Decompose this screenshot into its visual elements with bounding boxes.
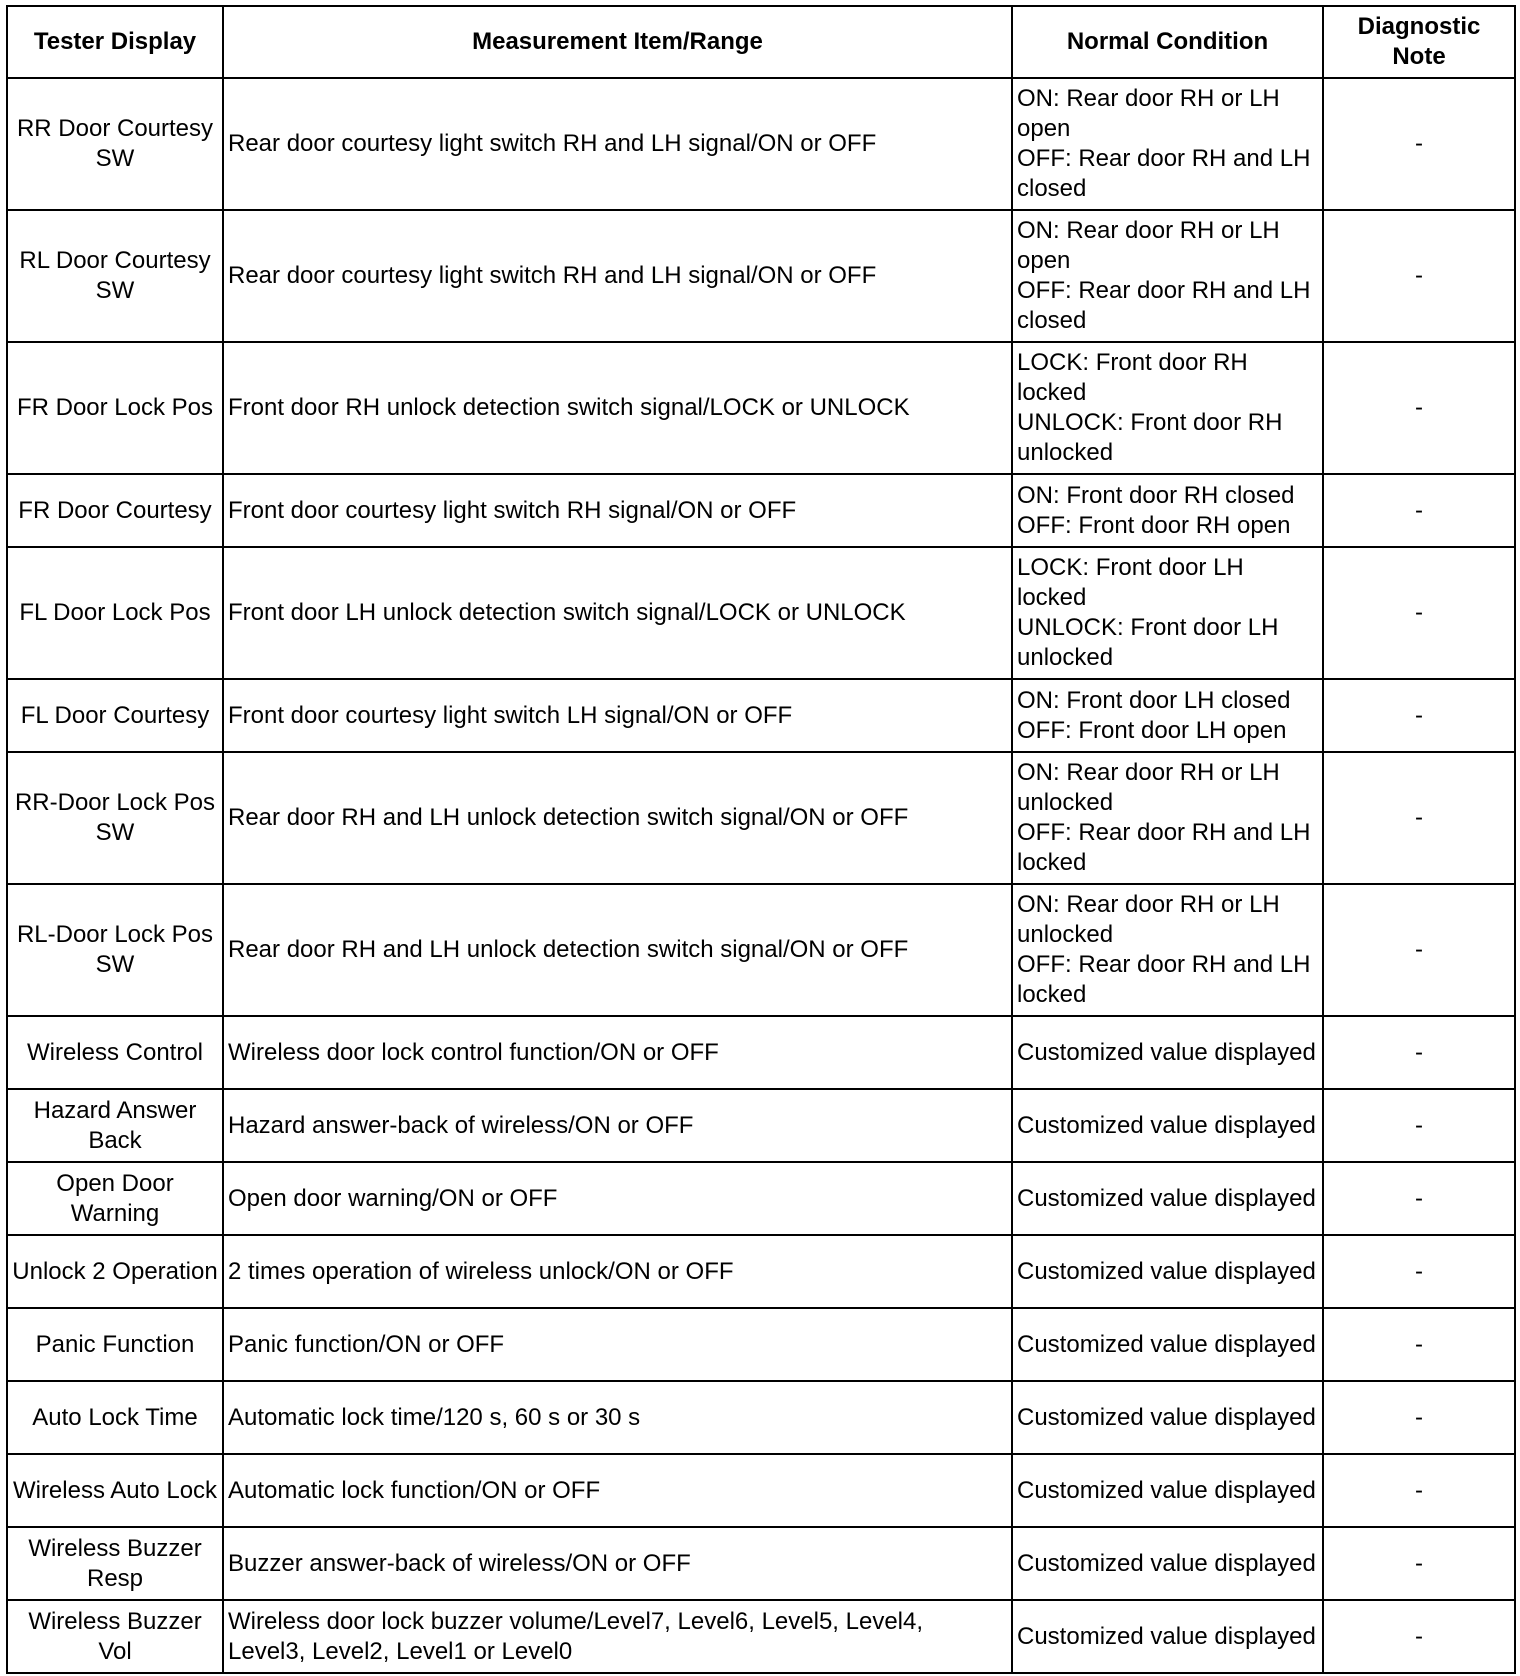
- tester-display-cell: Wireless Control: [7, 1016, 223, 1089]
- tester-display-cell: Panic Function: [7, 1308, 223, 1381]
- diagnostic-note-cell: -: [1323, 547, 1515, 679]
- diagnostic-note-cell: -: [1323, 1527, 1515, 1600]
- normal-condition-cell: ON: Rear door RH or LH open OFF: Rear door RH and LH closed: [1012, 210, 1323, 342]
- measurement-cell: Rear door courtesy light switch RH and LH signal/ON or OFF: [223, 210, 1012, 342]
- diagnostic-note-cell: -: [1323, 1016, 1515, 1089]
- normal-condition-cell: Customized value displayed: [1012, 1600, 1323, 1673]
- tester-display-cell: Open Door Warning: [7, 1162, 223, 1235]
- normal-condition-cell: Customized value displayed: [1012, 1089, 1323, 1162]
- tester-display-cell: FL Door Lock Pos: [7, 547, 223, 679]
- diagnostic-note-cell: -: [1323, 679, 1515, 752]
- tester-display-cell: Hazard Answer Back: [7, 1089, 223, 1162]
- tester-display-cell: FL Door Courtesy: [7, 679, 223, 752]
- header-diagnostic-note: Diagnostic Note: [1323, 6, 1515, 78]
- data-list-table: [6, 5, 1516, 1674]
- table-row: [7, 884, 1515, 1016]
- diagnostic-note-cell: -: [1323, 1600, 1515, 1673]
- normal-condition-cell: ON: Rear door RH or LH unlocked OFF: Rear door RH and LH locked: [1012, 884, 1323, 1016]
- header-normal-condition: Normal Condition: [1012, 6, 1323, 78]
- table-row: [7, 1454, 1515, 1527]
- normal-condition-cell: Customized value displayed: [1012, 1308, 1323, 1381]
- table-row: [7, 210, 1515, 342]
- diagnostic-note-cell: -: [1323, 474, 1515, 547]
- table-row: [7, 1089, 1515, 1162]
- tester-display-cell: RR-Door Lock Pos SW: [7, 752, 223, 884]
- measurement-cell: Rear door RH and LH unlock detection switch signal/ON or OFF: [223, 884, 1012, 1016]
- header-measurement: Measurement Item/Range: [223, 6, 1012, 78]
- tester-display-cell: RL-Door Lock Pos SW: [7, 884, 223, 1016]
- table-row: [7, 1235, 1515, 1308]
- measurement-cell: Wireless door lock buzzer volume/Level7, Level6, Level5, Level4, Level3, Level2, Level1 or Level0: [223, 1600, 1012, 1673]
- diagnostic-note-cell: -: [1323, 210, 1515, 342]
- normal-condition-cell: Customized value displayed: [1012, 1235, 1323, 1308]
- measurement-cell: Wireless door lock control function/ON or OFF: [223, 1016, 1012, 1089]
- tester-display-cell: Wireless Buzzer Vol: [7, 1600, 223, 1673]
- header-tester-display: Tester Display: [7, 6, 223, 78]
- normal-condition-cell: Customized value displayed: [1012, 1527, 1323, 1600]
- tester-display-cell: FR Door Lock Pos: [7, 342, 223, 474]
- measurement-cell: Open door warning/ON or OFF: [223, 1162, 1012, 1235]
- table-row: [7, 474, 1515, 547]
- measurement-cell: 2 times operation of wireless unlock/ON or OFF: [223, 1235, 1012, 1308]
- tester-display-cell: Wireless Buzzer Resp: [7, 1527, 223, 1600]
- table-row: [7, 1308, 1515, 1381]
- data-list-sheet: [6, 5, 1516, 1674]
- table-row: [7, 752, 1515, 884]
- table-row: [7, 547, 1515, 679]
- normal-condition-cell: ON: Front door RH closed OFF: Front door RH open: [1012, 474, 1323, 547]
- tester-display-cell: RL Door Courtesy SW: [7, 210, 223, 342]
- table-row: [7, 1016, 1515, 1089]
- normal-condition-cell: ON: Rear door RH or LH open OFF: Rear door RH and LH closed: [1012, 78, 1323, 210]
- diagnostic-note-cell: -: [1323, 1235, 1515, 1308]
- measurement-cell: Front door courtesy light switch RH signal/ON or OFF: [223, 474, 1012, 547]
- tester-display-cell: Unlock 2 Operation: [7, 1235, 223, 1308]
- measurement-cell: Front door courtesy light switch LH signal/ON or OFF: [223, 679, 1012, 752]
- measurement-cell: Panic function/ON or OFF: [223, 1308, 1012, 1381]
- table-row: [7, 342, 1515, 474]
- table-body: [7, 78, 1515, 1673]
- tester-display-cell: Wireless Auto Lock: [7, 1454, 223, 1527]
- normal-condition-cell: Customized value displayed: [1012, 1454, 1323, 1527]
- header-row: [7, 6, 1515, 78]
- table-row: [7, 679, 1515, 752]
- tester-display-cell: RR Door Courtesy SW: [7, 78, 223, 210]
- table-row: [7, 1600, 1515, 1673]
- measurement-cell: Rear door courtesy light switch RH and LH signal/ON or OFF: [223, 78, 1012, 210]
- normal-condition-cell: Customized value displayed: [1012, 1016, 1323, 1089]
- diagnostic-note-cell: -: [1323, 1454, 1515, 1527]
- normal-condition-cell: ON: Front door LH closed OFF: Front door LH open: [1012, 679, 1323, 752]
- tester-display-cell: FR Door Courtesy: [7, 474, 223, 547]
- measurement-cell: Front door RH unlock detection switch signal/LOCK or UNLOCK: [223, 342, 1012, 474]
- table-row: [7, 1162, 1515, 1235]
- tester-display-cell: Auto Lock Time: [7, 1381, 223, 1454]
- table-row: [7, 1527, 1515, 1600]
- normal-condition-cell: LOCK: Front door RH locked UNLOCK: Front door RH unlocked: [1012, 342, 1323, 474]
- diagnostic-note-cell: -: [1323, 1162, 1515, 1235]
- normal-condition-cell: Customized value displayed: [1012, 1381, 1323, 1454]
- measurement-cell: Automatic lock time/120 s, 60 s or 30 s: [223, 1381, 1012, 1454]
- table-row: [7, 1381, 1515, 1454]
- measurement-cell: Front door LH unlock detection switch signal/LOCK or UNLOCK: [223, 547, 1012, 679]
- diagnostic-note-cell: -: [1323, 884, 1515, 1016]
- diagnostic-note-cell: -: [1323, 78, 1515, 210]
- measurement-cell: Rear door RH and LH unlock detection switch signal/ON or OFF: [223, 752, 1012, 884]
- normal-condition-cell: LOCK: Front door LH locked UNLOCK: Front door LH unlocked: [1012, 547, 1323, 679]
- normal-condition-cell: ON: Rear door RH or LH unlocked OFF: Rear door RH and LH locked: [1012, 752, 1323, 884]
- diagnostic-note-cell: -: [1323, 1381, 1515, 1454]
- normal-condition-cell: Customized value displayed: [1012, 1162, 1323, 1235]
- table-row: [7, 78, 1515, 210]
- measurement-cell: Buzzer answer-back of wireless/ON or OFF: [223, 1527, 1012, 1600]
- measurement-cell: Hazard answer-back of wireless/ON or OFF: [223, 1089, 1012, 1162]
- diagnostic-note-cell: -: [1323, 1089, 1515, 1162]
- diagnostic-note-cell: -: [1323, 752, 1515, 884]
- diagnostic-note-cell: -: [1323, 1308, 1515, 1381]
- measurement-cell: Automatic lock function/ON or OFF: [223, 1454, 1012, 1527]
- diagnostic-note-cell: -: [1323, 342, 1515, 474]
